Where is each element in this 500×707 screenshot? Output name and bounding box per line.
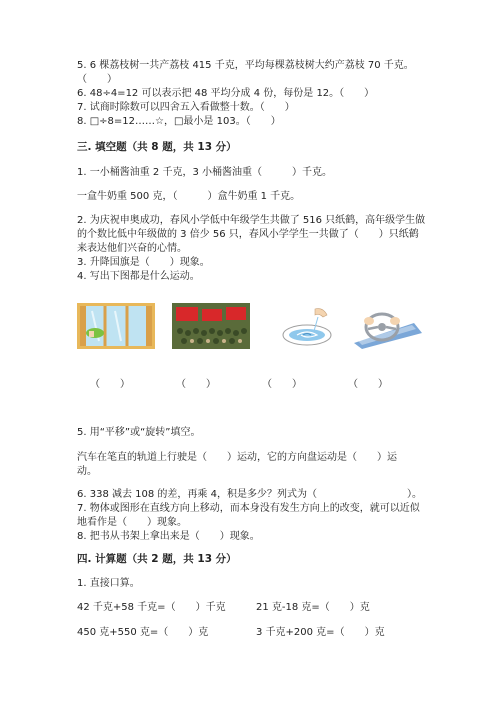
fill-q3: 3. 升降国旗是（ ）现象。 (77, 257, 210, 268)
fill-q5-line2: 动。 (77, 466, 97, 477)
motion-answer-4: （ ） (348, 379, 388, 390)
section4-title: 四. 计算题（共 2 题，共 13 分） (77, 553, 237, 565)
calc-q1: 1. 直接口算。 (77, 578, 140, 589)
judge-q5-line2: （ ） (77, 74, 117, 85)
fill-q2-line1: 2. 为庆祝申奥成功，春风小学低中年级学生共做了 516 只纸鹤，高年级学生做 (77, 215, 426, 226)
judge-q7: 7. 试商时除数可以四舍五入看做整十数。（ ） (77, 102, 295, 113)
calc-item-2: 21 克-18 克=（ ）克 (256, 602, 370, 613)
window-sliding-image (77, 303, 155, 349)
calc-item-1: 42 千克+58 千克=（ ）千克 (77, 602, 226, 613)
fill-q2-line2: 的个数比低中年级做的 3 倍少 56 只，春风小学学生一共做了（ ）只纸鹤 (77, 229, 419, 240)
fill-q5-line1: 汽车在笔直的轨道上行驶是（ ）运动，它的方向盘运动是（ ）运 (77, 452, 397, 463)
motion-answer-3: （ ） (262, 379, 302, 390)
fill-q7-line1: 7. 物体或图形在直线方向上移动，而本身没有发生方向上的改变，就可以近似 (77, 503, 420, 514)
fill-q4: 4. 写出下图都是什么运动。 (77, 271, 200, 282)
motion-answer-1: （ ） (90, 379, 130, 390)
steering-wheel-image (344, 303, 422, 349)
fill-q1-b: 一盒牛奶重 500 克，（ ）盒牛奶重 1 千克。 (77, 191, 301, 202)
section3-title: 三. 填空题（共 8 题，共 13 分） (77, 141, 237, 153)
fill-q5-title: 5. 用“平移”或“旋转”填空。 (77, 427, 201, 438)
fill-q6: 6. 338 减去 108 的差，再乘 4，积是多少？列式为（ ）。 (77, 489, 422, 500)
judge-q8: 8. □÷8=12……☆，□最小是 103。（ ） (77, 116, 281, 127)
fill-q8: 8. 把书从书架上拿出来是（ ）现象。 (77, 531, 260, 542)
fill-q2-line3: 来表达他们兴奋的心情。 (77, 243, 187, 254)
water-draining-sink-image (267, 303, 345, 349)
judge-q6: 6. 48÷4=12 可以表示把 48 平均分成 4 份，每份是 12。（ ） (77, 88, 375, 99)
flag-ceremony-image (172, 303, 250, 349)
calc-item-4: 3 千克+200 克=（ ）克 (256, 627, 385, 638)
motion-answer-2: （ ） (176, 379, 216, 390)
fill-q1-a: 1. 一小桶酱油重 2 千克，3 小桶酱油重（ ）千克。 (77, 167, 332, 178)
fill-q7-line2: 地看作是（ ）现象。 (77, 517, 187, 528)
judge-q5-line1: 5. 6 棵荔枝树一共产荔枝 415 千克，平均每棵荔枝树大约产荔枝 70 千克。 (77, 60, 414, 71)
calc-item-3: 450 克+550 克=（ ）克 (77, 627, 209, 638)
motion-pictures (77, 303, 422, 349)
